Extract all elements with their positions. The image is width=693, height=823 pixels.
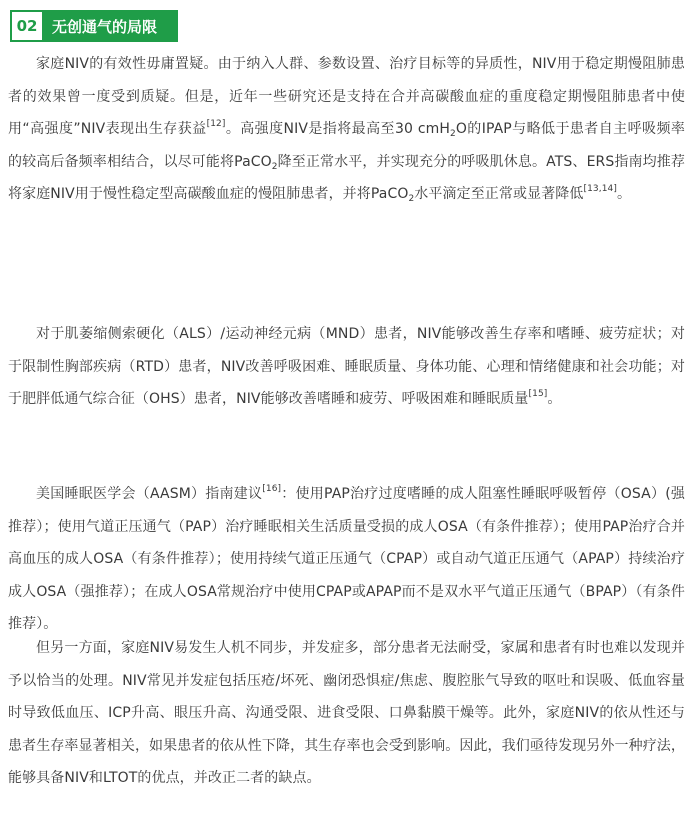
text: 。高强度NIV是指将最高至30 cmH <box>225 121 451 137</box>
citation[interactable]: [15] <box>528 389 548 399</box>
paragraph-limitations <box>8 632 685 795</box>
text: O的IPAP与略低于患者自主呼吸频率的较高后备频率相结合，以尽可能将PaCO <box>8 121 686 170</box>
text: 。 <box>547 391 562 407</box>
subscript: 2 <box>271 161 278 172</box>
subscript: 2 <box>408 194 415 204</box>
text: ：使用PAP治疗过度嗜睡的成人阻塞性睡眠呼吸暂停（OSA）(强推荐）；使用气道正压通气（PAP）治疗睡眠相关生活质量受损的成人OSA（有条件推荐）；使用PAP治疗合并高血压的成人OSA（有条件推荐）；使用持续气道正压通气（CPAP）或自动气道正压通气（APAP）持续治疗成人OSA（强推荐）；在成人OSA常规治疗中使用CPAP或APAP而不是双水平气道正压通气（BPAP）（有条件推荐）。 <box>8 486 685 632</box>
citation[interactable]: [12] <box>206 119 226 129</box>
text: 美国睡眠医学会（AASM）指南建议 <box>36 486 263 502</box>
paragraph-niv-efficacy <box>8 48 685 211</box>
text: 但另一方面，家庭NIV易发生人机不同步，并发症多，部分患者无法耐受，家属和患者有时也难以发现并予以恰当的处理。NIV常见并发症包括压疮/坏死、幽闭恐惧症/焦虑、腹腔胀气导致的呕吐和误吸、低血容量时导致低血压、ICP升高、眼压升高、沟通受限、进食受限、口鼻黏膜干燥等。此外，家庭NIV的依从性还与患者生存率显著相关，如果患者的依从性下降，其生存率也会受到影响。因此，我们亟待发现另外一种疗法，能够具备NIV和LTOT的优点，并改正二者的缺点。 <box>8 640 685 786</box>
text: 水平滴定至正常或显著降低 <box>414 186 584 202</box>
section-number: 02 <box>10 10 44 42</box>
citation[interactable]: [13,14] <box>583 184 617 194</box>
section-title: 无创通气的局限 <box>44 10 178 42</box>
text: 。 <box>617 186 632 202</box>
text: 降至正常水平，并实现充分的呼吸肌休息。ATS、ERS指南均推荐将家庭NIV用于慢性稳定型高碳酸血症的慢阻肺患者，并将PaCO <box>8 153 685 202</box>
subscript: 2 <box>450 129 456 139</box>
text: 对于肌萎缩侧索硬化（ALS）/运动神经元病（MND）患者，NIV能够改善生存率和嗜睡、疲劳症状；对于限制性胸部疾病（RTD）患者，NIV改善呼吸困难、睡眠质量、身体功能、心理和情绪健康和社会功能；对于肥胖低通气综合征（OHS）患者，NIV能够改善嗜睡和疲劳、呼吸困难和睡眠质量 <box>8 326 685 407</box>
text: 家庭NIV的有效性毋庸置疑。由于纳入人群、参数设置、治疗目标等的异质性，NIV用于稳定期慢阻肺患者的效果曾一度受到质疑。但是，近年一些研究还是支持在合并高碳酸血症的重度稳定期慢阻肺患者中使用“高强度”NIV表现出生存获益 <box>8 56 685 137</box>
section-header <box>10 10 178 42</box>
paragraph-aasm-guideline <box>8 478 685 641</box>
citation[interactable]: [16] <box>262 484 282 494</box>
paragraph-neuromuscular <box>8 318 685 416</box>
